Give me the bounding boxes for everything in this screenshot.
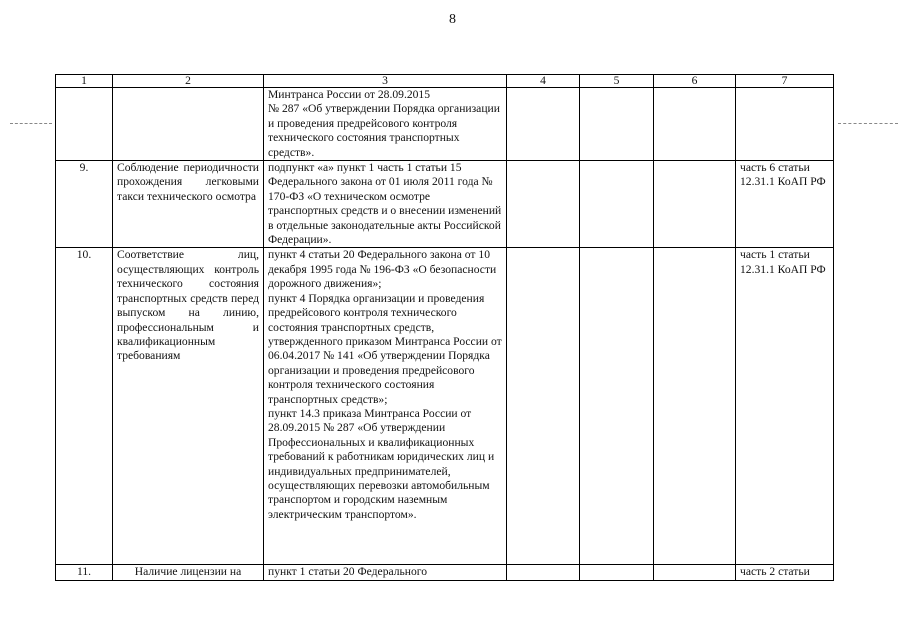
liability-cell: часть 6 статьи 12.31.1 КоАП РФ — [736, 161, 834, 248]
empty-cell — [507, 161, 580, 248]
table-row — [56, 161, 834, 248]
row-number: 10. — [56, 248, 113, 565]
empty-cell — [580, 565, 654, 580]
legal-basis-cell: пункт 4 статьи 20 Федерального закона от 10 декабря 1995 года № 196-ФЗ «О безопасности дорожного движения»; пункт 4 Порядка организации и проведения предрейсового контроля технического состояния транспортных средств, утвержденного приказом Минтранса России от 06.04.2017 № 141 «Об утверждении Порядка организации и проведения предрейсового контроля технического состояния транспортных средств»; пункт 14.3 приказа Минтранса России от 28.09.2015 № 287 «Об утверждении Профессиональных и квалификационных требований к работникам юридических лиц и индивидуальных предпринимателей, осуществляющих перевозки автомобильным транспортом и городским наземным электрическим транспортом». — [264, 248, 507, 565]
liability-cell — [736, 88, 834, 161]
table-row — [56, 88, 834, 161]
empty-cell — [580, 161, 654, 248]
empty-cell — [507, 88, 580, 161]
liability-cell: часть 2 статьи — [736, 565, 834, 580]
row-number: 11. — [56, 565, 113, 580]
table-row — [56, 248, 834, 565]
header-cell: 6 — [654, 75, 736, 88]
empty-cell — [654, 248, 736, 565]
header-cell: 5 — [580, 75, 654, 88]
requirements-table — [55, 74, 834, 581]
header-cell: 4 — [507, 75, 580, 88]
row-number: 9. — [56, 161, 113, 248]
header-cell: 3 — [264, 75, 507, 88]
table-row — [56, 565, 834, 580]
legal-basis-cell: пункт 1 статьи 20 Федерального — [264, 565, 507, 580]
legal-basis-cell: подпункт «а» пункт 1 часть 1 статьи 15 Федерального закона от 01 июля 2011 года № 170-ФЗ «О техническом осмотре транспортных средств и о внесении изменений в отдельные законодательные акты Российской Федерации». — [264, 161, 507, 248]
scan-artifact-line-left — [10, 123, 52, 124]
empty-cell — [654, 88, 736, 161]
requirement-cell: Наличие лицензии на — [113, 565, 264, 580]
scan-artifact-line-right — [838, 123, 898, 124]
empty-cell — [507, 248, 580, 565]
empty-cell — [654, 565, 736, 580]
header-row — [56, 75, 834, 88]
header-cell: 2 — [113, 75, 264, 88]
empty-cell — [507, 565, 580, 580]
header-cell: 7 — [736, 75, 834, 88]
page-number: 8 — [449, 12, 456, 27]
requirement-cell: Соблюдение периодичности прохождения легковыми такси технического осмотра — [113, 161, 264, 248]
requirement-cell: Соответствие лиц, осуществляющих контроль технического состояния транспортных средств перед выпуском на линию, профессиональным и квалификационным требованиям — [113, 248, 264, 565]
legal-basis-cell: Минтранса России от 28.09.2015 № 287 «Об утверждении Порядка организации и проведения предрейсового контроля технического состояния транспортных средств». — [264, 88, 507, 161]
row-number — [56, 88, 113, 161]
requirement-cell — [113, 88, 264, 161]
header-cell: 1 — [56, 75, 113, 88]
empty-cell — [580, 248, 654, 565]
empty-cell — [654, 161, 736, 248]
liability-cell: часть 1 статьи 12.31.1 КоАП РФ — [736, 248, 834, 565]
empty-cell — [580, 88, 654, 161]
